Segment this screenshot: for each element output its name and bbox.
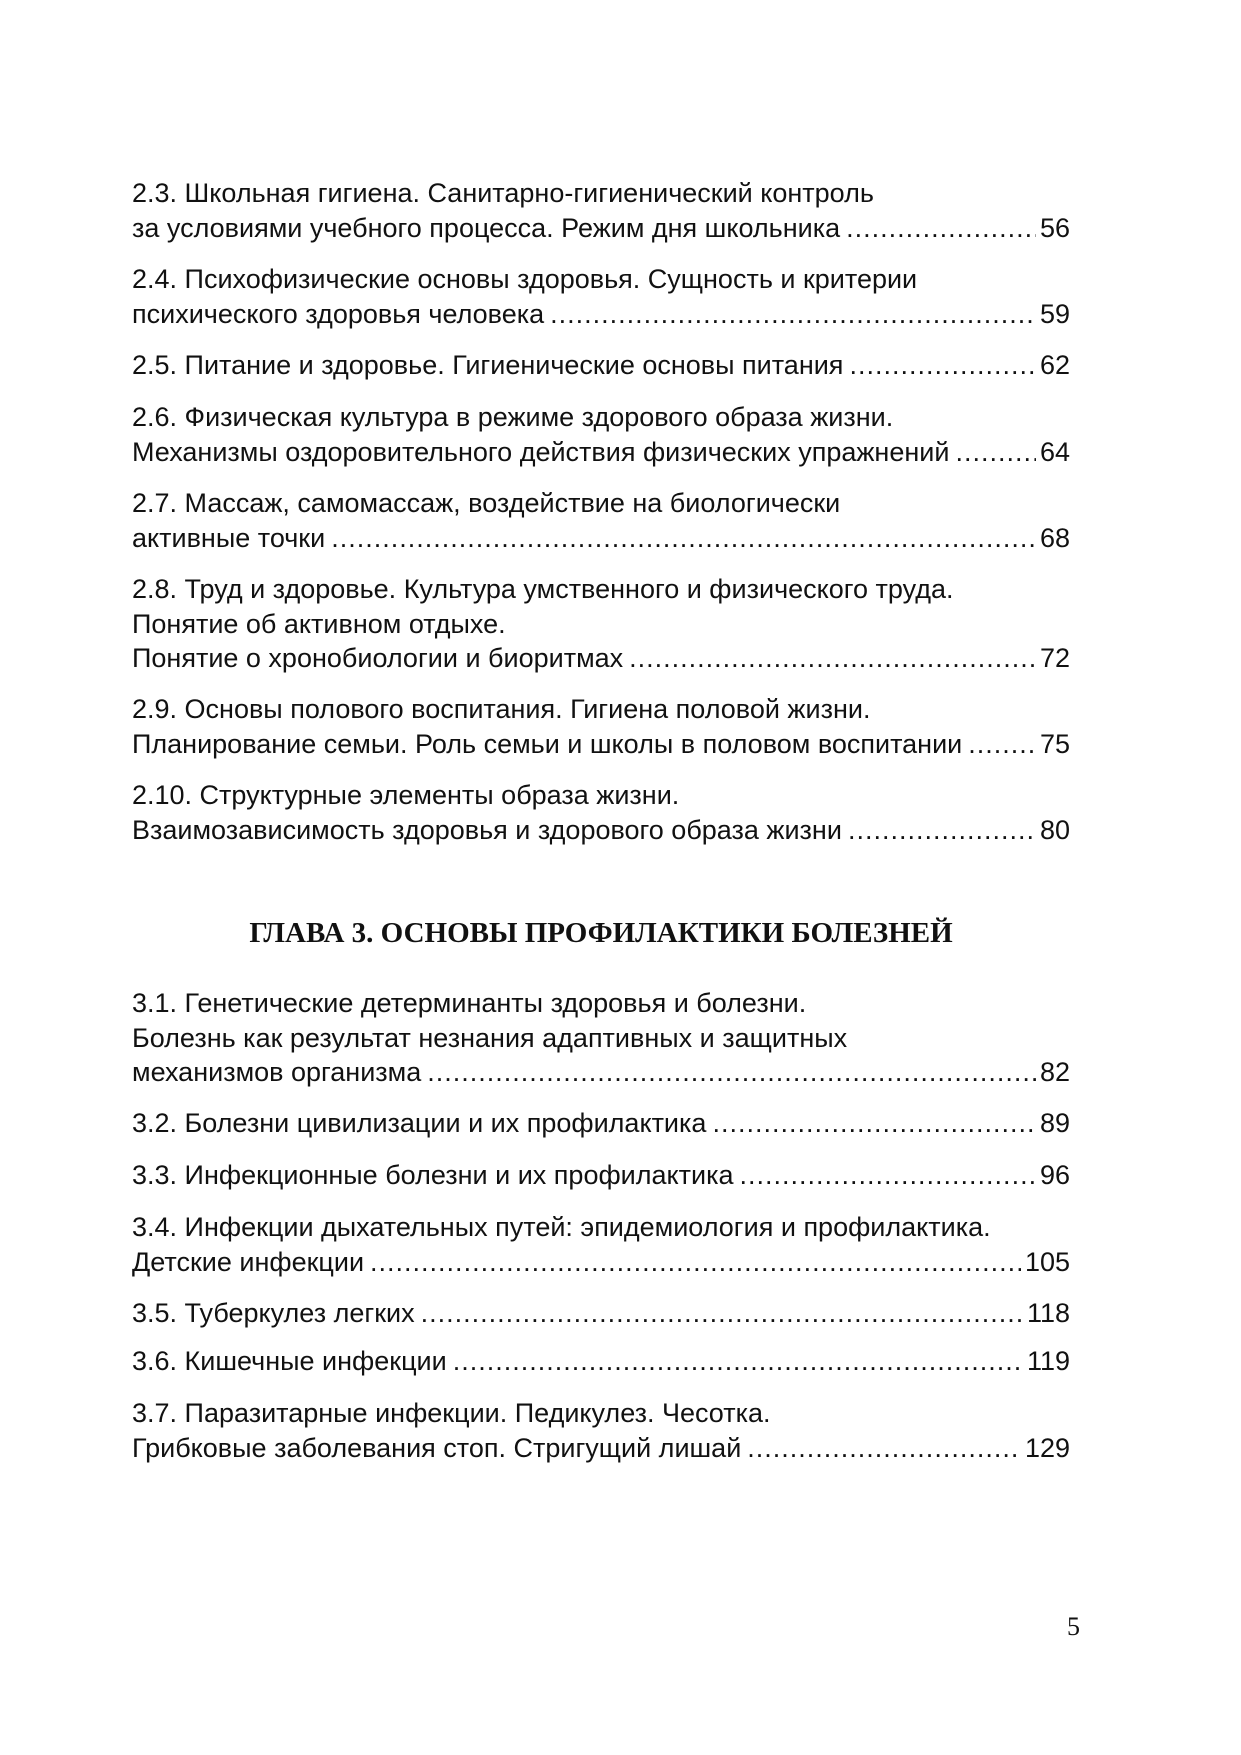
chapter-title: ГЛАВА 3. ОСНОВЫ ПРОФИЛАКТИКИ БОЛЕЗНЕЙ <box>249 917 953 949</box>
toc-entry-text: 3.2. Болезни цивилизации и их профилактика <box>132 1108 707 1138</box>
toc-entry-text: Взаимозависимость здоровья и здорового образа жизни <box>132 814 842 845</box>
toc-entry <box>132 778 1070 847</box>
toc-page-number: 119 <box>1026 1346 1070 1376</box>
toc-entry <box>132 692 1070 761</box>
toc-entry-line: 2.6. Физическая культура в режиме здорового образа жизни. <box>132 402 894 432</box>
leader-dots <box>849 348 1036 383</box>
toc-entry <box>132 986 1070 1090</box>
toc-entry-text: 3.5. Туберкулез легких <box>132 1298 415 1328</box>
toc-entry <box>132 1210 1070 1279</box>
toc-entry <box>132 1106 1070 1141</box>
leader-dots <box>747 1431 1021 1466</box>
toc-entry-line: 2.9. Основы полового воспитания. Гигиена половой жизни. <box>132 694 871 724</box>
toc-entry <box>132 486 1070 555</box>
toc-page-number: 68 <box>1039 522 1070 553</box>
toc-entry-line: 3.4. Инфекции дыхательных путей: эпидемиология и профилактика. <box>132 1212 991 1242</box>
toc-page-number: 89 <box>1039 1108 1070 1138</box>
toc-entry-text: 3.3. Инфекционные болезни и их профилактика <box>132 1160 734 1190</box>
toc-entry-line: Понятие об активном отдыхе. <box>132 608 506 639</box>
toc-entry-text: за условиями учебного процесса. Режим дня школьника <box>132 212 841 243</box>
toc-entry-text: Механизмы оздоровительного действия физических упражнений <box>132 436 950 467</box>
toc-entry-text: Понятие о хронобиологии и биоритмах <box>132 643 624 673</box>
leader-dots <box>453 1344 1023 1379</box>
toc-entry-text: активные точки <box>132 522 326 553</box>
leader-dots <box>955 435 1036 470</box>
toc-entry <box>132 1296 1070 1331</box>
leader-dots <box>629 641 1036 676</box>
toc-page-number: 129 <box>1024 1432 1070 1463</box>
toc-entry <box>132 1396 1070 1465</box>
toc-entry-line: Болезнь как результат незнания адаптивных и защитных <box>132 1022 848 1053</box>
toc-entry-line: 2.10. Структурные элементы образа жизни. <box>132 780 680 810</box>
toc-entry-text: 3.6. Кишечные инфекции <box>132 1346 447 1376</box>
page-number: 5 <box>1067 1612 1080 1641</box>
toc-page-number: 75 <box>1039 728 1070 759</box>
toc-page-number: 56 <box>1039 212 1070 243</box>
toc-entry-line: 2.3. Школьная гигиена. Санитарно-гигиенический контроль <box>132 178 874 208</box>
toc-page-number: 59 <box>1039 298 1070 329</box>
toc-entry-text: 2.5. Питание и здоровье. Гигиенические основы питания <box>132 350 844 380</box>
leader-dots <box>740 1158 1036 1193</box>
toc-entry-line: 3.7. Паразитарные инфекции. Педикулез. Чесотка. <box>132 1398 771 1428</box>
toc-entry-line: 2.8. Труд и здоровье. Культура умственного и физического труда. <box>132 574 954 604</box>
toc-entry-text: Детские инфекции <box>132 1246 365 1277</box>
toc-entry <box>132 400 1070 469</box>
leader-dots <box>712 1106 1036 1141</box>
toc-page-number: 96 <box>1039 1160 1070 1190</box>
leader-dots <box>421 1296 1023 1331</box>
toc-entry <box>132 1344 1070 1379</box>
toc-entry <box>132 262 1070 331</box>
toc-entry <box>132 176 1070 245</box>
toc-entry-line: 3.1. Генетические детерминанты здоровья и болезни. <box>132 988 807 1018</box>
toc-page-number: 82 <box>1039 1057 1070 1087</box>
toc-entry <box>132 1158 1070 1193</box>
leader-dots <box>846 211 1036 246</box>
toc-page-number: 72 <box>1039 643 1070 673</box>
toc-entry-text: Грибковые заболевания стоп. Стригущий лишай <box>132 1432 742 1463</box>
leader-dots <box>550 297 1036 332</box>
leader-dots <box>331 521 1036 556</box>
toc-entry-line: 2.4. Психофизические основы здоровья. Сущность и критерии <box>132 264 918 294</box>
toc-entry <box>132 572 1070 676</box>
toc-entry-line: 2.7. Массаж, самомассаж, воздействие на биологически <box>132 488 841 518</box>
leader-dots <box>370 1245 1021 1280</box>
leader-dots <box>427 1055 1036 1090</box>
toc-page-number: 105 <box>1024 1246 1070 1277</box>
toc-entry <box>132 348 1070 383</box>
toc-entry-text: психического здоровья человека <box>132 298 545 329</box>
leader-dots <box>848 813 1036 848</box>
toc-page-number: 62 <box>1039 350 1070 380</box>
toc-page-number: 80 <box>1039 814 1070 845</box>
leader-dots <box>968 727 1036 762</box>
toc-entry-text: механизмов организма <box>132 1057 422 1087</box>
toc-page-number: 118 <box>1026 1298 1070 1328</box>
toc-entry-text: Планирование семьи. Роль семьи и школы в половом воспитании <box>132 728 963 759</box>
toc-page-number: 64 <box>1039 436 1070 467</box>
